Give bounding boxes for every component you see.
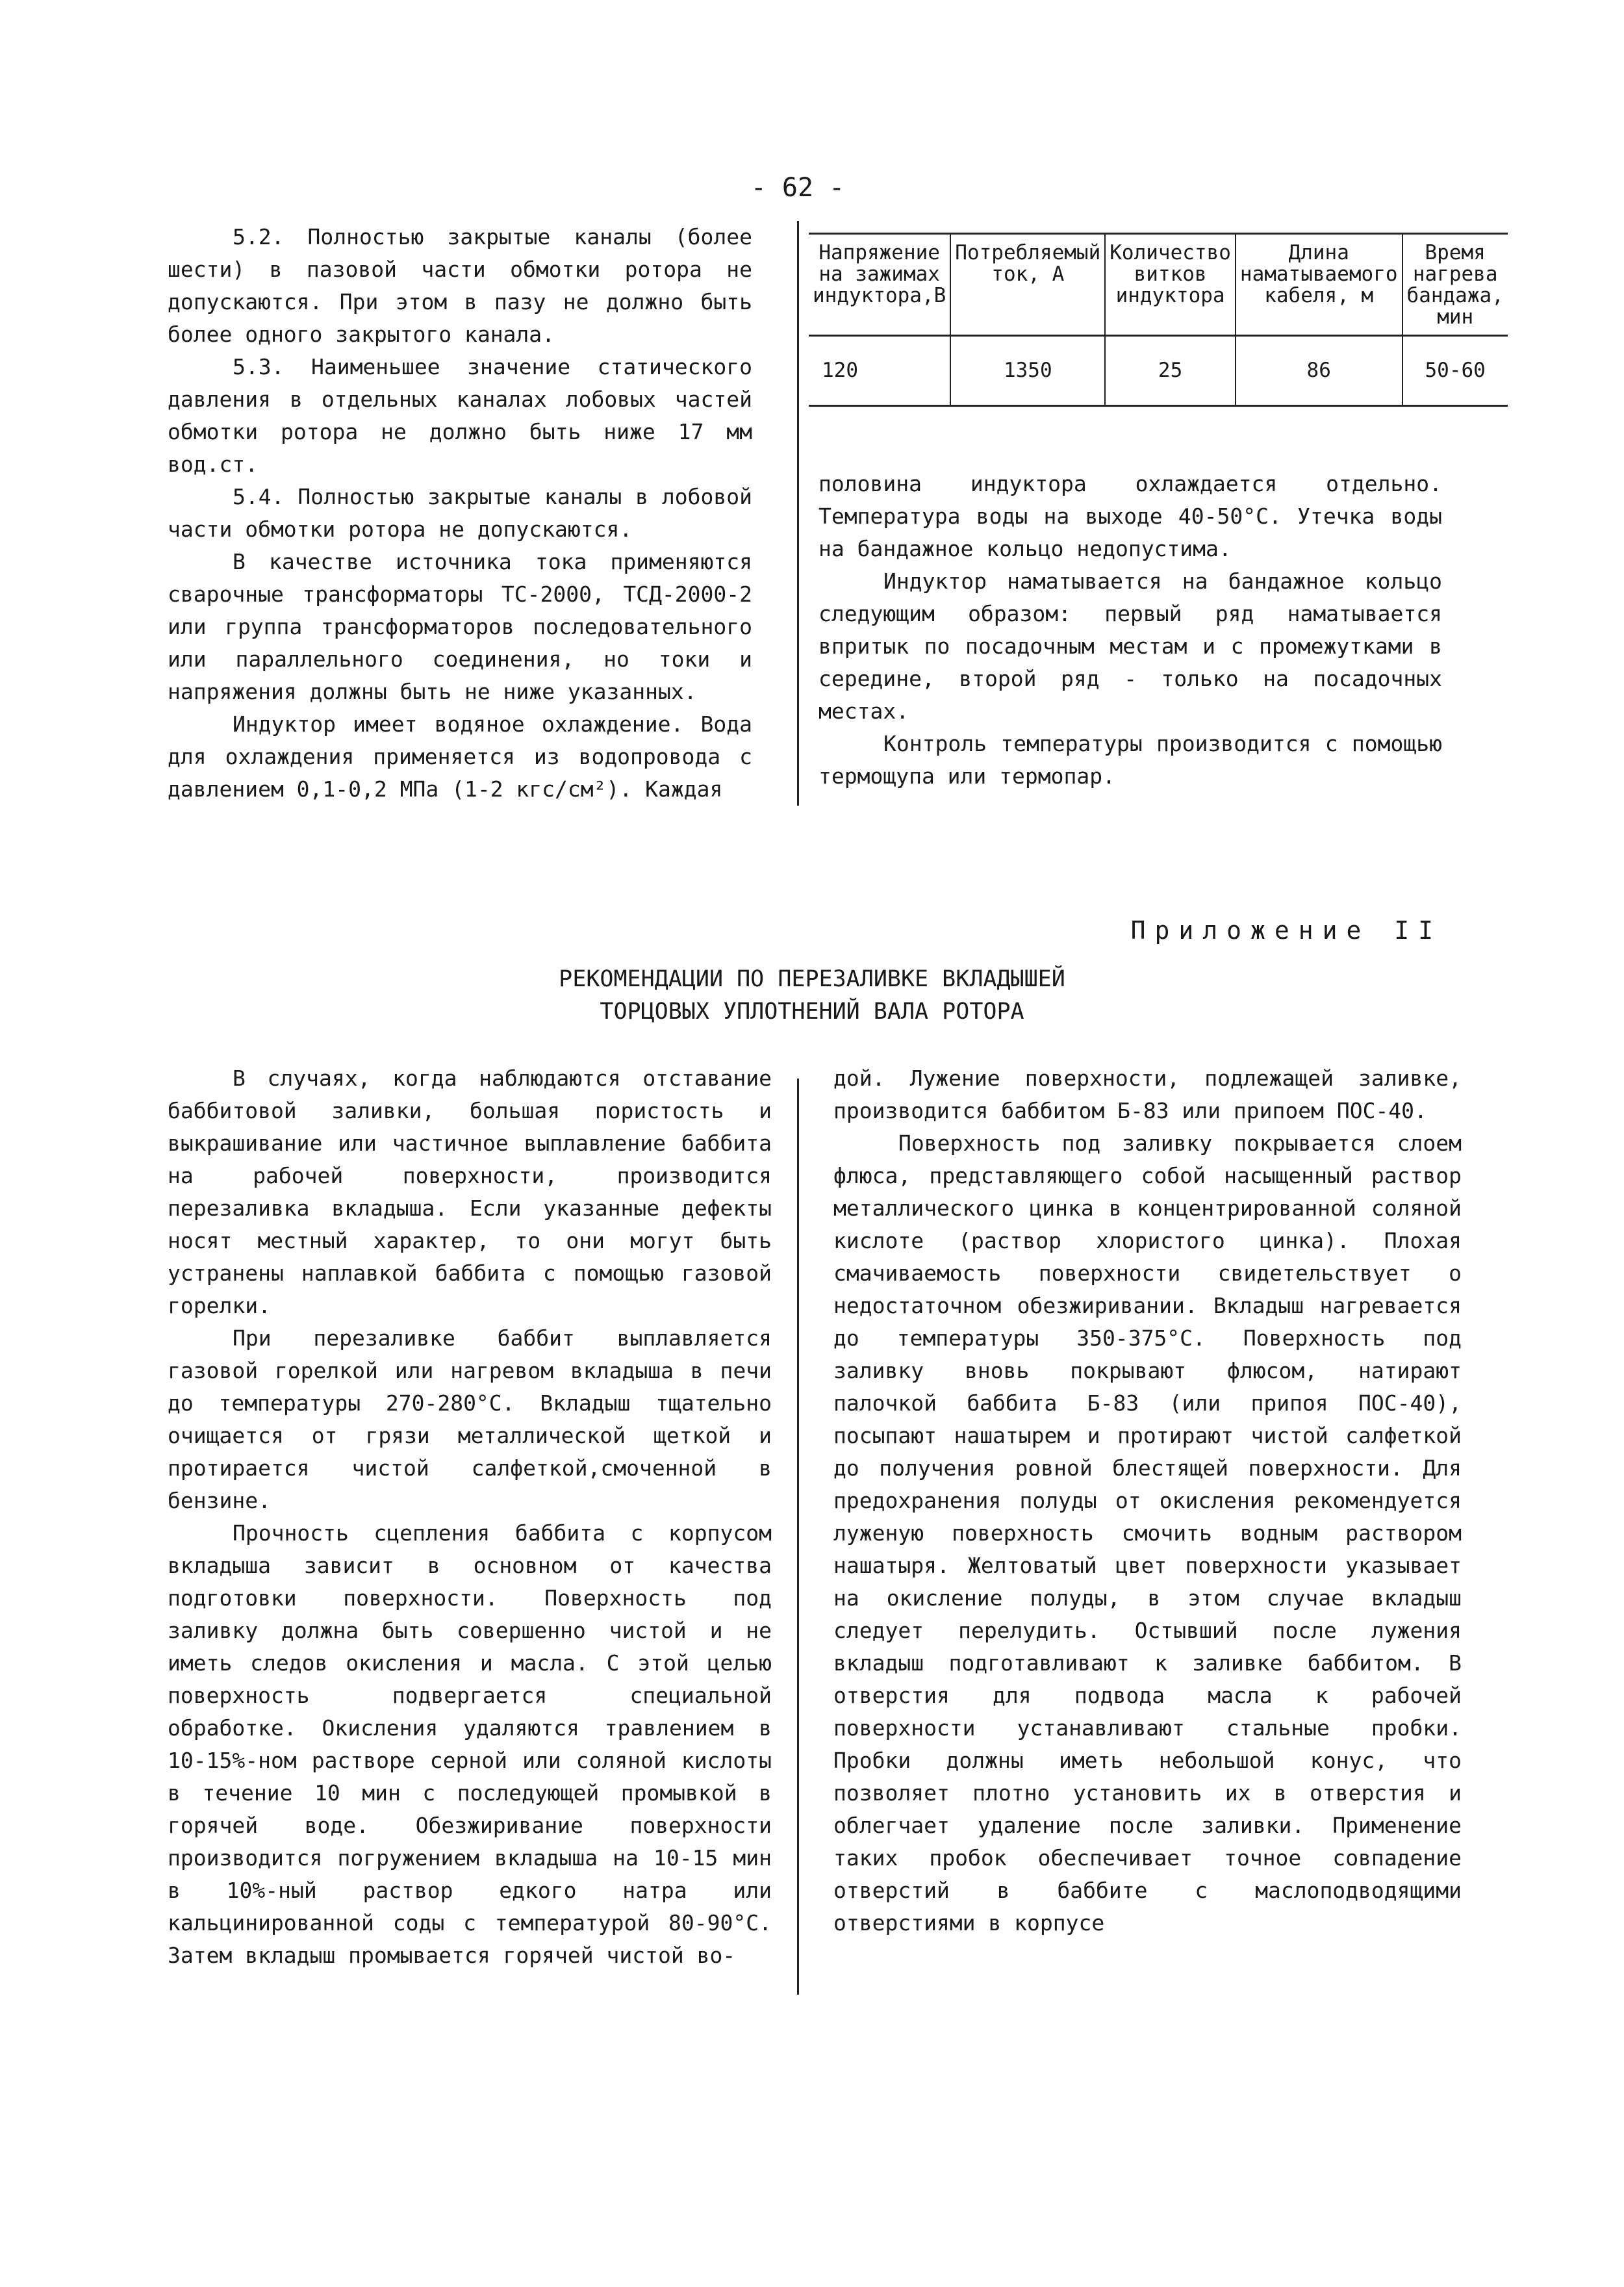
paragraph: В качестве источника тока применяются сварочные трансформаторы ТС-2000, ТСД-2000-2 или группа трансформаторов последовательного или параллельного соединения, но токи и напряжения должны быть не ниже указанных. [168,549,752,704]
inductor-parameters-table [809,233,1508,407]
paragraph: дой. Лужение поверхности, подлежащей заливке, производится баббитом Б-83 или припоем ПОС-40. [833,1066,1462,1123]
table-cell: 1350 [950,336,1105,406]
paragraph: Поверхность под заливку покрывается слоем флюса, представляющего собой насыщенный раствор металлического цинка в концентрированной соляной кислоте (раствор хлористого цинка). Плохая смачиваемость поверхности свидетельствует о недостаточном обезжиривании. Вкладыш нагревается до температуры 350-375°С. Поверхность под заливку вновь покрывают флюсом, натирают палочкой баббита Б-83 (или припоя ПОС-40), посыпают нашатырем и протирают чистой салфеткой до получения ровной блестящей поверхности. Для предохранения полуды от окисления рекомендуется луженую поверхность смочить водным раствором нашатыря. Желтоватый цвет поверхности указывает на окисление полуды, в этом случае вкладыш следует перелудить. Остывший после лужения вкладыш подготавливают к заливке баббитом. В отверстия для подвода масла к рабочей поверхности устанавливают стальные пробки. Пробки должны иметь небольшой конус, что позволяет плотно установить их в отверстия и облегчает удаление после заливки. Применение таких пробок обеспечивает точное совпадение отверстий в баббите с маслоподводящими отверстиями в корпусе [833,1131,1462,1936]
paragraph: В случаях, когда наблюдаются отставание баббитовой заливки, большая пористость и выкрашивание или частичное выплавление баббита на рабочей поверхности, производится перезаливка вкладыша. Если указанные дефекты носят местный характер, то они могут быть устранены наплавкой баббита с помощью газовой горелки. [168,1066,772,1318]
section-title-line: РЕКОМЕНДАЦИИ ПО ПЕРЕЗАЛИВКЕ ВКЛАДЫШЕЙ [559,966,1065,992]
paragraph: Контроль температуры производится с помощью термощупа или термопар. [818,731,1442,789]
bottom-left-column [168,1062,772,1972]
top-right-column [818,468,1442,793]
table-cell: 25 [1105,336,1236,406]
table-header-cell: Время нагрева бандажа, мин [1402,234,1508,336]
table-cell: 86 [1236,336,1402,406]
paragraph: 5.3. Наименьшее значение статического давления в отдельных каналах лобовых частей обмотки ротора не должно быть ниже 17 мм вод.ст. [168,354,752,477]
paragraph: Прочность сцепления баббита с корпусом вкладыша зависит в основном от качества подготовки поверхности. Поверхность под заливку должна быть совершенно чистой и не иметь следов окисления и масла. С этой целью поверхность подвергается специальной обработке. Окисления удаляются травлением в 10-15%-ном растворе серной или соляной кислоты в течение 10 мин с последующей промывкой в горячей воде. Обезжиривание поверхности производится погружением вкладыша на 10-15 мин в 10%-ный раствор едкого натра или кальцинированной соды с температурой 80-90°С. Затем вкладыш промывается горячей чистой во- [168,1520,772,1968]
appendix-label: Приложение II [1130,916,1442,945]
section-title-line: ТОРЦОВЫХ УПЛОТНЕНИЙ ВАЛА РОТОРА [600,999,1024,1025]
paragraph: Индуктор наматывается на бандажное кольцо следующим образом: первый ряд наматывается впритык по посадочным местам и с промежутками в середине, второй ряд - только на посадочных местах. [818,569,1442,724]
table-header-cell: Напряжение на зажимах индуктора,В [809,234,950,336]
page-number: - 62 - [750,173,845,203]
table-cell: 50-60 [1402,336,1508,406]
table-header-cell: Длина наматываемого кабеля, м [1236,234,1402,336]
top-left-column [168,221,752,806]
bottom-right-column [833,1062,1462,1939]
paragraph: При перезаливке баббит выплавляется газовой горелкой или нагревом вкладыша в печи до температуры 270-280°С. Вкладыш тщательно очищается от грязи металлической щеткой и протирается чистой салфеткой,смоченной в бензине. [168,1325,772,1513]
paragraph: половина индуктора охлаждается отдельно. Температура воды на выходе 40-50°С. Утечка воды на бандажное кольцо недопустима. [818,471,1442,561]
column-divider [797,1079,799,1995]
section-title [455,963,1169,1028]
paragraph: Индуктор имеет водяное охлаждение. Вода для охлаждения применяется из водопровода с давлением 0,1-0,2 МПа (1-2 кгс/см²). Каждая [168,711,752,802]
table-header-row [809,234,1508,336]
paragraph: 5.4. Полностью закрытые каналы в лобовой части обмотки ротора не допускаются. [168,484,752,542]
table-row [809,336,1508,406]
table-header-cell: Потребляемый ток, А [950,234,1105,336]
table-header-cell: Количество витков индуктора [1105,234,1236,336]
column-divider [797,221,799,806]
paragraph: 5.2. Полностью закрытые каналы (более шести) в пазовой части обмотки ротора не допускаются. При этом в пазу не должно быть более одного закрытого канала. [168,224,752,347]
table-cell: 120 [809,336,950,406]
